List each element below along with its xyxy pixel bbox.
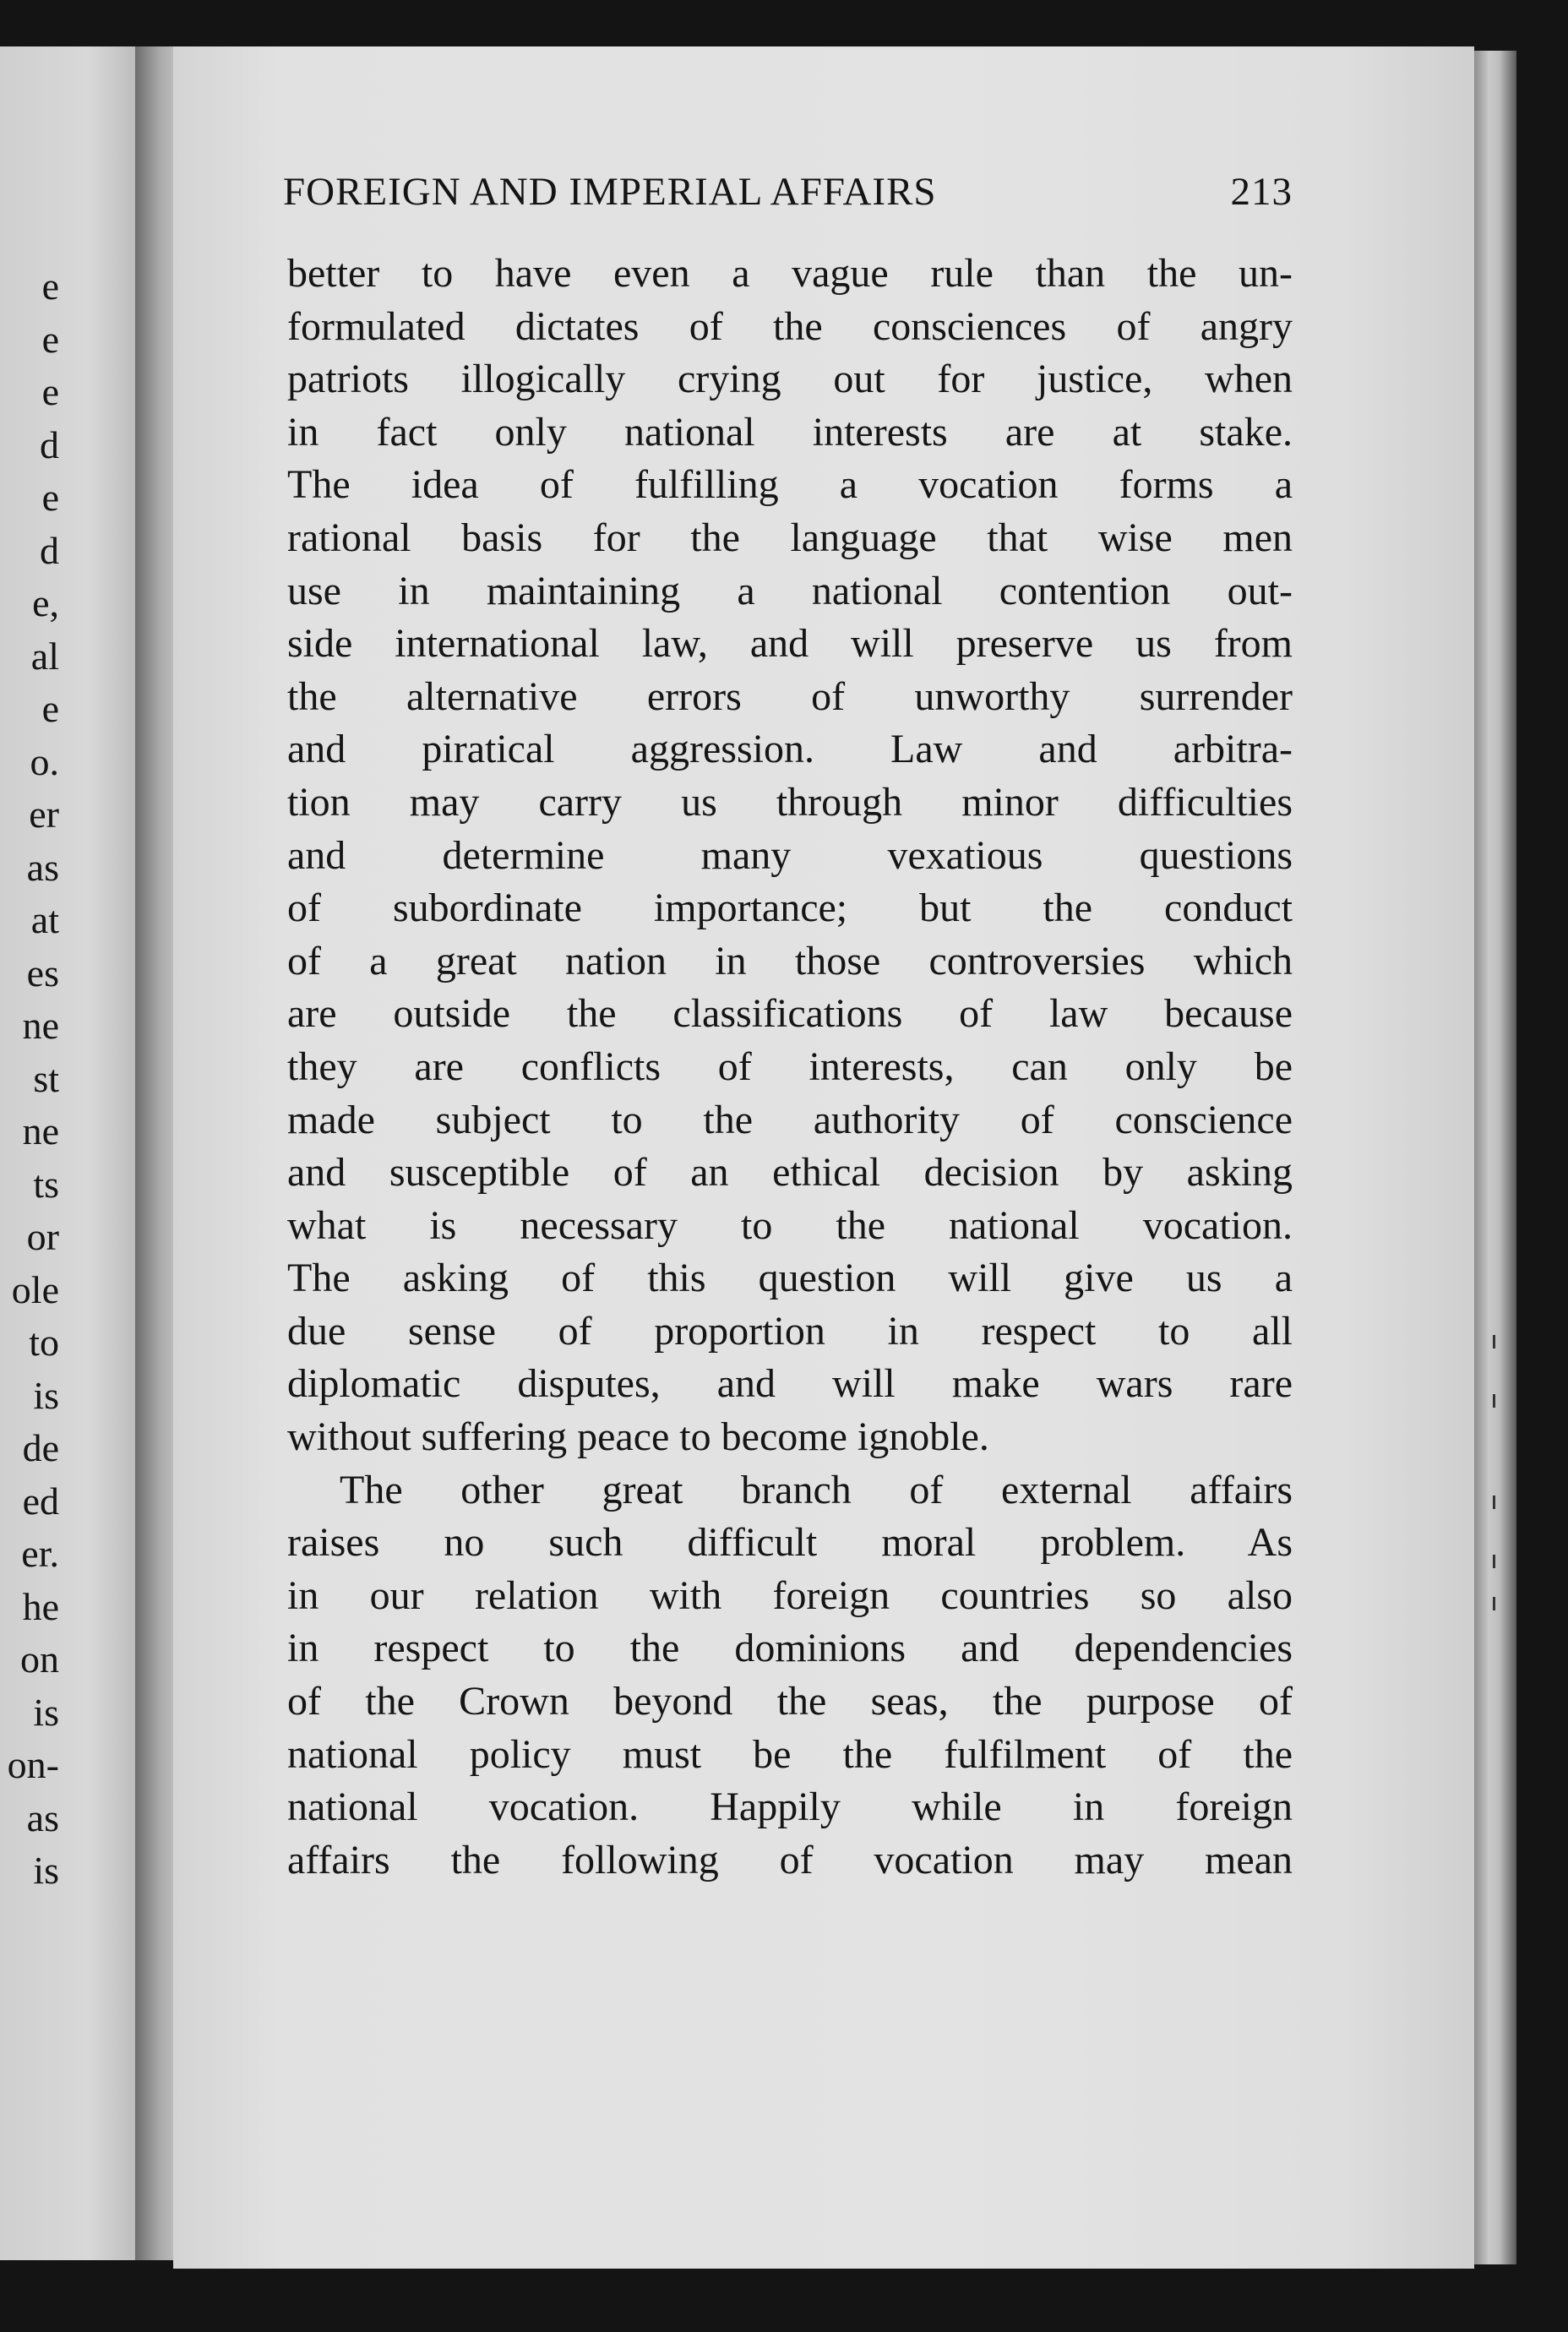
left-page-text	[0, 260, 59, 1898]
edge-mark	[1493, 1597, 1495, 1610]
text-line: made subject to the authority of conscience	[287, 1097, 1293, 1142]
left-fragment: e	[41, 687, 59, 730]
edge-mark	[1493, 1394, 1495, 1408]
left-fragment: as	[26, 1795, 59, 1839]
left-fragment: e	[41, 317, 59, 361]
edge-mark	[1493, 1335, 1495, 1349]
text-line: in fact only national interests are at stake.	[287, 409, 1293, 455]
left-fragment: to	[29, 1321, 59, 1364]
text-line: what is necessary to the national vocation.	[287, 1202, 1293, 1248]
text-line: the alternative errors of unworthy surrender	[287, 673, 1293, 719]
left-fragment: ole	[11, 1267, 59, 1311]
left-fragment: on	[20, 1637, 59, 1681]
left-fragment: e,	[32, 581, 59, 624]
left-fragment: he	[22, 1584, 59, 1628]
left-fragment: e	[41, 476, 59, 519]
edge-mark	[1493, 1555, 1495, 1568]
text-line: in respect to the dominions and dependencies	[287, 1626, 1293, 1671]
text-line: The idea of fulfilling a vocation forms a	[287, 462, 1293, 508]
text-line: side international law, and will preserve us from	[287, 621, 1293, 667]
left-fragment: e	[41, 370, 59, 413]
body-text	[287, 248, 1293, 1887]
text-line: formulated dictates of the consciences of angry	[287, 303, 1293, 349]
text-line: diplomatic disputes, and will make wars rare	[287, 1361, 1293, 1407]
left-fragment: is	[33, 1690, 59, 1734]
text-line: tion may carry us through minor difficulties	[287, 779, 1293, 825]
left-fragment: de	[22, 1426, 59, 1469]
text-line: The other great branch of external affairs	[340, 1467, 1293, 1512]
text-line: and determine many vexatious questions	[287, 832, 1293, 878]
left-page	[0, 46, 148, 2260]
text-line: due sense of proportion in respect to all	[287, 1308, 1293, 1354]
left-fragment: or	[26, 1215, 59, 1258]
left-fragment: st	[33, 1056, 59, 1100]
left-fragment: er	[29, 793, 59, 836]
text-line: and susceptible of an ethical decision by asking	[287, 1150, 1293, 1196]
left-fragment: d	[40, 528, 59, 572]
left-fragment: ts	[33, 1162, 59, 1206]
text-line: in our relation with foreign countries so also	[287, 1572, 1293, 1618]
text-line: raises no such difficult moral problem. As	[287, 1520, 1293, 1566]
left-fragment: er.	[21, 1532, 59, 1575]
left-fragment: o.	[30, 739, 59, 783]
left-fragment: ne	[22, 1109, 59, 1152]
text-line: without suffering peace to become ignoble.	[287, 1414, 989, 1460]
text-line: use in maintaining a national contention out-	[287, 568, 1293, 613]
edge-mark	[1493, 1496, 1495, 1509]
left-fragment: al	[30, 634, 59, 678]
text-line: are outside the classifications of law because	[287, 991, 1293, 1037]
left-fragment: ed	[22, 1479, 59, 1523]
left-fragment: es	[26, 951, 59, 994]
text-line: patriots illogically crying out for justice, when	[287, 357, 1293, 402]
left-fragment: is	[33, 1373, 59, 1417]
running-head-title: FOREIGN AND IMPERIAL AFFAIRS	[283, 170, 937, 214]
text-line: rational basis for the language that wise men	[287, 515, 1293, 560]
left-fragment: e	[41, 264, 59, 308]
page-edge	[1474, 51, 1516, 2264]
text-line: they are conflicts of interests, can only be	[287, 1043, 1293, 1089]
left-fragment: d	[40, 422, 59, 466]
text-line: of the Crown beyond the seas, the purpose of	[287, 1679, 1293, 1724]
left-fragment: at	[30, 898, 59, 941]
running-head	[283, 169, 1293, 220]
left-fragment: is	[33, 1849, 59, 1892]
text-line: of subordinate importance; but the conduct	[287, 885, 1293, 931]
page-number: 213	[1230, 170, 1293, 214]
text-line: The asking of this question will give us a	[287, 1256, 1293, 1301]
text-line: better to have even a vague rule than the un-	[287, 251, 1293, 296]
text-line: national vocation. Happily while in foreign	[287, 1784, 1293, 1830]
text-line: of a great nation in those controversies which	[287, 938, 1293, 983]
text-line: and piratical aggression. Law and arbitra-	[287, 727, 1293, 772]
left-fragment: on-	[7, 1743, 59, 1786]
text-line: national policy must be the fulfilment of the	[287, 1731, 1293, 1777]
text-line: affairs the following of vocation may mean	[287, 1837, 1293, 1882]
left-fragment: ne	[22, 1004, 59, 1047]
left-fragment: as	[26, 845, 59, 889]
